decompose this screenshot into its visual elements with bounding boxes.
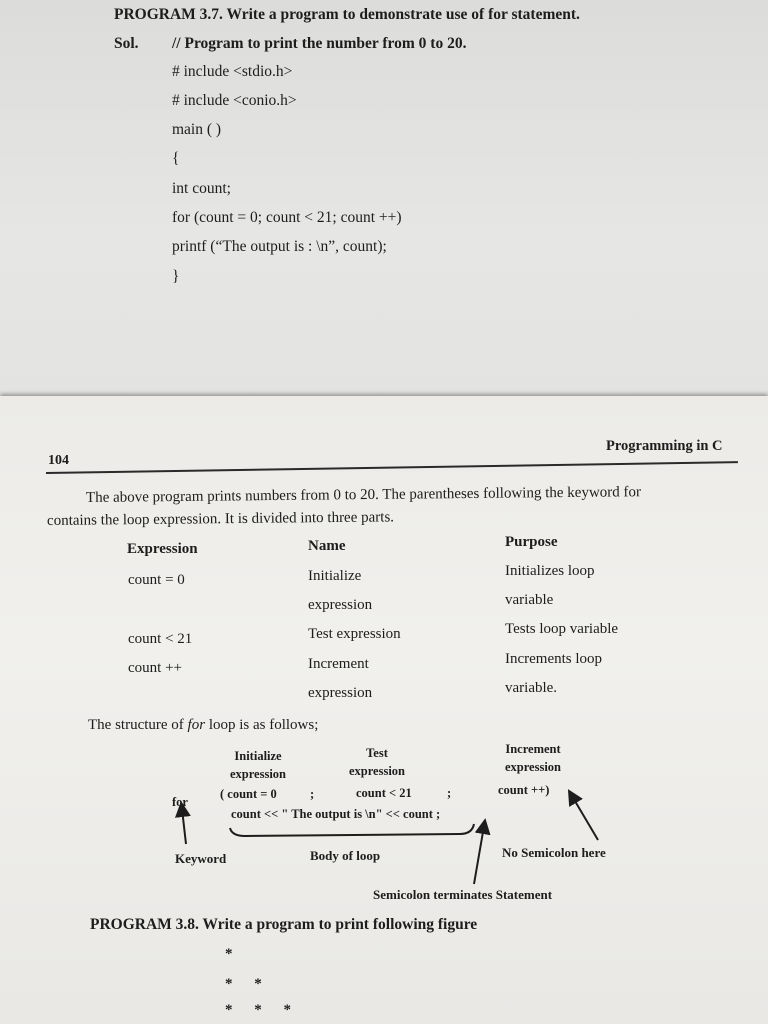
diagram-for-keyword: for — [172, 795, 188, 809]
diagram-keyword-label: Keyword — [175, 851, 227, 866]
table-header-purpose: Purpose — [505, 534, 558, 550]
lower-page — [0, 396, 768, 1024]
diagram-semicolon-1: ; — [310, 787, 315, 801]
table-cell-name: expression — [308, 685, 373, 701]
body-brace — [230, 824, 474, 836]
figure-star-row-1: * — [225, 946, 233, 962]
table-cell-name: Increment — [308, 656, 369, 672]
structure-intro-suffix: loop is as follows; — [205, 717, 319, 733]
table-header-name: Name — [308, 538, 346, 554]
table-cell-expression: count ++ — [128, 660, 182, 676]
diagram-body-code: count << " The output is \n" << count ; — [231, 807, 441, 821]
diagram-no-semicolon-label: No Semicolon here — [502, 845, 606, 860]
code-for-line: for (count = 0; count < 21; count ++) — [172, 209, 402, 226]
structure-intro-keyword: for — [187, 717, 206, 733]
diagram-test-label-line: Test — [366, 746, 388, 760]
diagram-incr-label-line: Increment — [505, 742, 561, 756]
structure-intro-prefix: The structure of — [88, 717, 188, 733]
code-include-stdio: # include <stdio.h> — [172, 63, 293, 80]
upper-page — [0, 0, 768, 396]
code-main: main ( ) — [172, 121, 222, 138]
table-cell-purpose: Initializes loop — [505, 563, 595, 579]
diagram-init-code: ( count = 0 — [220, 787, 277, 801]
diagram-init-label-line: expression — [229, 767, 287, 781]
paragraph-line-2: contains the loop expression. It is divided into three parts. — [46, 509, 395, 529]
diagram-init-label-line: Initialize — [234, 749, 282, 763]
table-header-expression: Expression — [127, 541, 198, 557]
table-cell-purpose: variable. — [505, 680, 558, 696]
semicolon-arrow — [474, 826, 484, 884]
page-number: 104 — [48, 453, 69, 468]
code-int-count: int count; — [172, 180, 231, 197]
table-cell-name: Test expression — [308, 626, 401, 642]
diagram-test-label-line: expression — [348, 764, 406, 778]
paragraph-line-1: The above program prints numbers from 0 to 20. The parentheses following the keyword for — [85, 484, 642, 506]
running-head: Programming in C — [606, 438, 723, 454]
diagram-incr-label-line: expression — [504, 760, 562, 774]
diagram-body-label: Body of loop — [310, 848, 381, 863]
table-cell-name: expression — [308, 597, 373, 613]
table-cell-purpose: Tests loop variable — [505, 621, 619, 637]
code-printf-line: printf (“The output is : \n”, count); — [172, 238, 387, 255]
code-open-brace: { — [172, 150, 180, 167]
figure-star-row-2: * * — [225, 976, 262, 992]
diagram-incr-code: count ++) — [498, 783, 550, 797]
table-cell-expression: count = 0 — [128, 572, 185, 588]
code-comment-line: // Program to print the number from 0 to 20. — [172, 35, 467, 52]
no-semicolon-arrow — [572, 796, 598, 840]
table-cell-purpose: Increments loop — [505, 651, 603, 667]
program-3-8-heading: PROGRAM 3.8. Write a program to print following figure — [90, 916, 478, 933]
keyword-arrow — [182, 809, 186, 844]
diagram-semicolon-label: Semicolon terminates Statement — [373, 887, 553, 902]
sol-label: Sol. — [114, 35, 139, 52]
diagram-semicolon-2: ; — [447, 786, 452, 800]
table-cell-expression: count < 21 — [128, 631, 193, 647]
program-3-7-heading: PROGRAM 3.7. Write a program to demonstrate use of for statement. — [114, 6, 580, 23]
code-include-conio: # include <conio.h> — [172, 92, 297, 109]
code-close-brace: } — [172, 268, 180, 285]
table-cell-name: Initialize — [308, 568, 362, 584]
figure-star-row-3: * * * — [225, 1002, 291, 1018]
table-cell-purpose: variable — [505, 592, 554, 608]
diagram-test-code: count < 21 — [356, 786, 412, 800]
